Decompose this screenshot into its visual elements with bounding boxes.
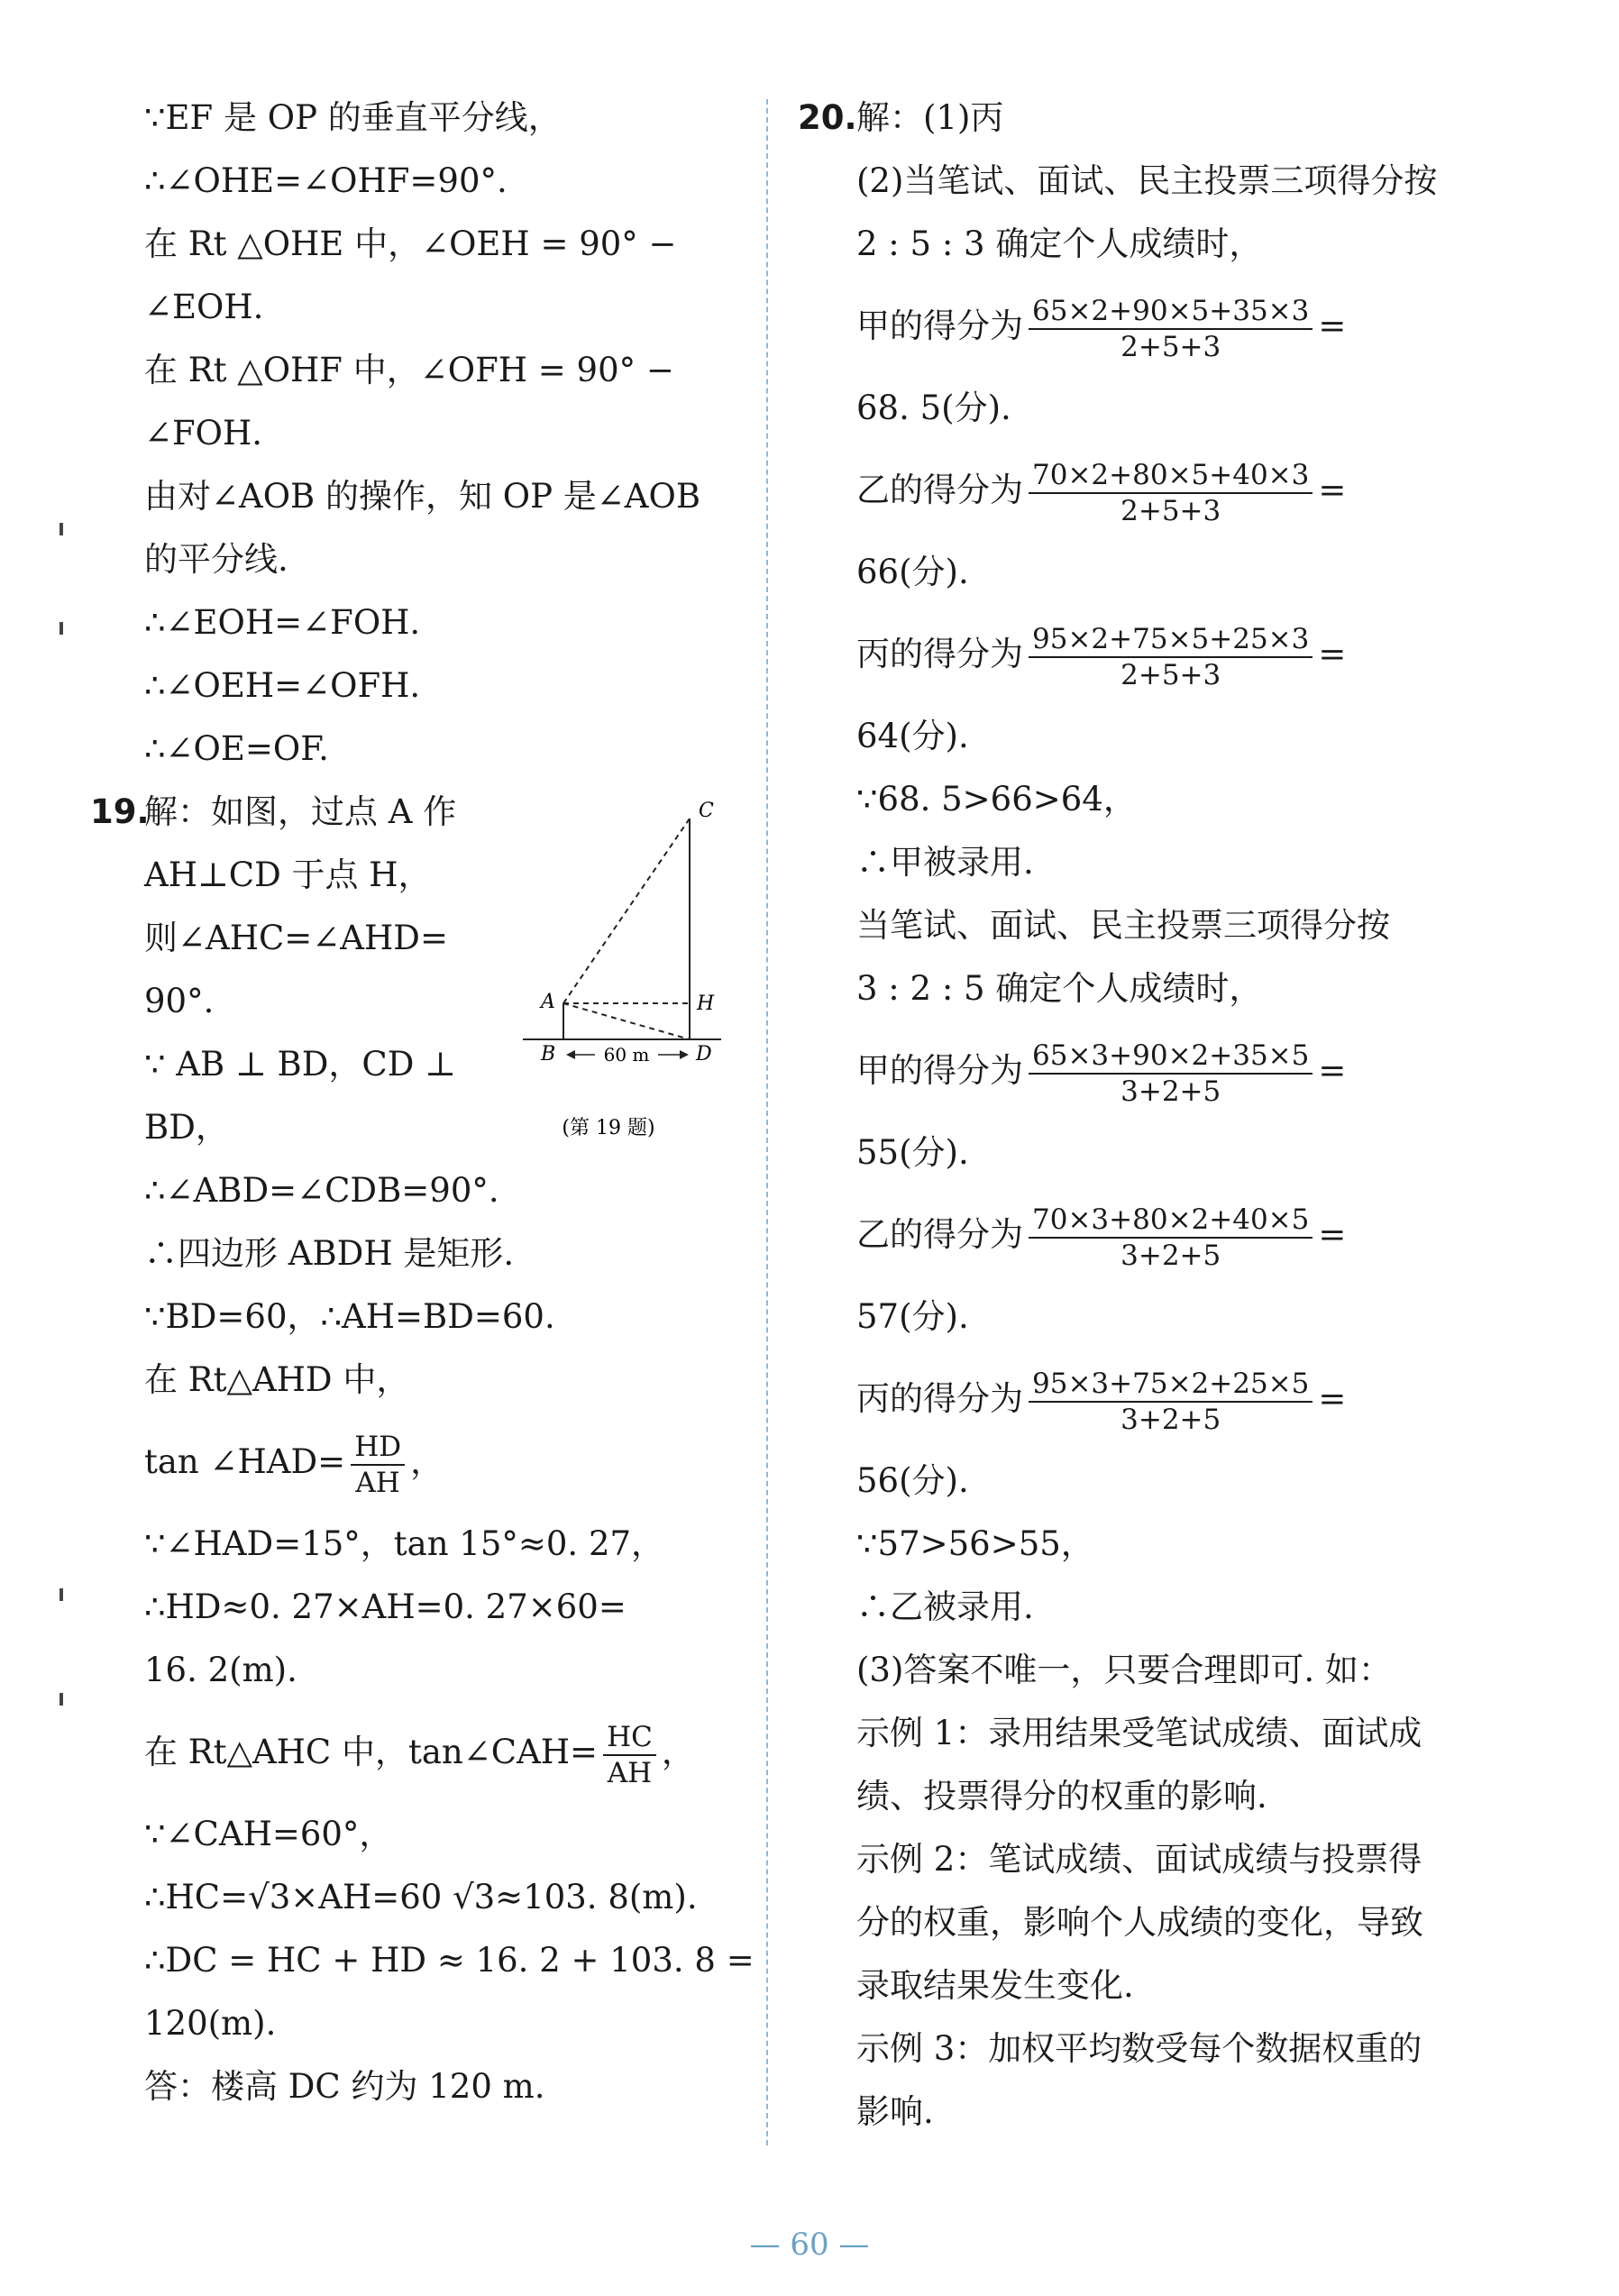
score-formula	[856, 276, 1451, 377]
scan-mark	[59, 1588, 63, 1601]
fraction-numerator: 65×3+90×2+35×5	[1029, 1038, 1313, 1075]
text-line: 分的权重，影响个人成绩的变化，导致	[856, 1903, 1423, 1942]
fraction-numerator: 65×2+90×5+35×3	[1029, 294, 1313, 330]
fraction-denominator: 3+2+5	[1120, 1403, 1221, 1436]
score-result: 68. 5(分).	[856, 389, 1011, 427]
fraction	[1029, 622, 1313, 692]
scan-mark	[59, 1693, 63, 1706]
text-line: 影响.	[856, 2092, 934, 2131]
fraction-denominator: 3+2+5	[1120, 1075, 1221, 1108]
score-result: 64(分).	[856, 717, 969, 755]
text-line: 示例 1：录用结果受笔试成绩、面试成	[856, 1714, 1422, 1752]
text-line: ∵∠CAH=60°，	[144, 1815, 393, 1853]
fraction-denominator: 2+5+3	[1120, 330, 1221, 363]
fraction-denominator: 2+5+3	[1120, 494, 1221, 527]
score-result: 56(分).	[856, 1461, 969, 1500]
score-result: 57(分).	[856, 1297, 969, 1336]
score-label: 甲的得分为	[856, 1051, 1023, 1090]
fraction-denominator: AH	[355, 1466, 400, 1499]
right-column	[798, 87, 1451, 2144]
text-line: ∴四边形 ABDH 是矩形.	[144, 1234, 515, 1273]
segment-AD	[563, 1003, 690, 1039]
text-line: 3 : 2 : 5 确定个人成绩时，	[856, 969, 1263, 1008]
formula-line	[144, 1702, 757, 1803]
label-A: A	[541, 991, 555, 1013]
segment-AC	[563, 819, 690, 1003]
text-line: ∴∠OE=OF.	[144, 729, 329, 768]
text-line: (2)当笔试、面试、民主投票三项得分按	[856, 161, 1438, 200]
score-formula	[856, 440, 1451, 541]
fraction-denominator: 2+5+3	[1120, 658, 1221, 691]
label-D: D	[696, 1043, 712, 1066]
text-line: ∴∠OHE=∠OHF=90°.	[144, 161, 508, 200]
arrowhead-left-icon	[566, 1050, 575, 1059]
text-line: ∵∠HAD=15°，tan 15°≈0. 27，	[144, 1524, 665, 1563]
score-result: 55(分).	[856, 1133, 969, 1172]
formula-text: 在 Rt△AHC 中，tan∠CAH=	[144, 1733, 599, 1771]
text-line: 由对∠AOB 的操作，知 OP 是∠AOB	[144, 477, 701, 516]
fraction-numerator: 95×3+75×2+25×5	[1029, 1367, 1313, 1403]
score-label: 乙的得分为	[856, 471, 1023, 509]
fraction	[1029, 458, 1313, 528]
score-formula	[856, 604, 1451, 705]
text-line: 则∠AHC=∠AHD=	[144, 919, 448, 957]
text-line: 当笔试、面试、民主投票三项得分按	[856, 906, 1390, 945]
fraction-numerator: 70×3+80×2+40×5	[1029, 1203, 1313, 1239]
text-line: 在 Rt △OHE 中，∠OEH = 90° −	[144, 224, 677, 263]
text-line: ∵EF 是 OP 的垂直平分线，	[144, 98, 562, 137]
fraction-numerator: 70×2+80×5+40×3	[1029, 458, 1313, 494]
score-label: 乙的得分为	[856, 1215, 1023, 1254]
fraction	[1029, 1367, 1313, 1437]
text-line: ∠EOH.	[144, 288, 264, 326]
fraction-numerator: HC	[603, 1720, 656, 1756]
fraction	[351, 1430, 405, 1500]
score-result: 66(分).	[856, 553, 969, 591]
scan-mark	[59, 622, 63, 635]
text-line: 录取结果发生变化.	[856, 1966, 1134, 2005]
fraction-numerator: HD	[351, 1430, 405, 1466]
text-line: 120(m).	[144, 2004, 277, 2043]
question-number: 19.	[90, 792, 150, 831]
text-line: 在 Rt△AHD 中，	[144, 1360, 410, 1399]
text-line: ∴甲被录用.	[856, 843, 1034, 882]
text-line: (3)答案不唯一，只要合理即可. 如：	[856, 1651, 1392, 1689]
equals-sign: =	[1318, 306, 1347, 345]
fraction	[1029, 1038, 1313, 1109]
text-line: 绩、投票得分的权重的影响.	[856, 1777, 1267, 1816]
text-line: ∵68. 5>66>64，	[856, 780, 1137, 819]
text-line: BD，	[144, 1108, 229, 1147]
text-line: 示例 3：加权平均数受每个数据权重的	[856, 2029, 1422, 2068]
arrowhead-right-icon	[680, 1050, 689, 1059]
text-line: 的平分线.	[144, 540, 288, 579]
fraction-numerator: 95×2+75×5+25×3	[1029, 622, 1313, 658]
text-line: ∴∠EOH=∠FOH.	[144, 603, 421, 642]
text-line: ∴乙被录用.	[856, 1587, 1034, 1626]
label-C: C	[699, 800, 714, 822]
column-divider	[766, 99, 768, 2145]
equals-sign: =	[1318, 1215, 1347, 1254]
figure-caption: (第 19 题)	[562, 1117, 655, 1139]
formula-text: ，	[661, 1733, 695, 1771]
text-line: ∴∠ABD=∠CDB=90°.	[144, 1171, 499, 1210]
text-line: ∠FOH.	[144, 414, 263, 453]
text-line: ∴HD≈0. 27×AH=0. 27×60=	[144, 1587, 627, 1626]
fraction-denominator: 3+2+5	[1120, 1239, 1221, 1272]
fraction	[1029, 1203, 1313, 1273]
distance-label: 60 m	[603, 1044, 650, 1066]
text-line: 2 : 5 : 3 确定个人成绩时，	[856, 224, 1263, 263]
text-line: ∵57>56>55，	[856, 1524, 1094, 1563]
score-label: 丙的得分为	[856, 1379, 1023, 1418]
page-number: — 60 —	[749, 2227, 870, 2263]
fraction	[1029, 294, 1313, 364]
scan-mark	[59, 523, 63, 535]
text-line: 解：(1)丙	[856, 98, 1004, 137]
text-line: 答：楼高 DC 约为 120 m.	[144, 2067, 545, 2106]
score-formula	[856, 1020, 1451, 1121]
text-line: ∵ AB ⊥ BD，CD ⊥	[144, 1045, 456, 1084]
text-line: ∵BD=60，∴AH=BD=60.	[144, 1297, 555, 1336]
score-formula	[856, 1349, 1451, 1450]
equals-sign: =	[1318, 1051, 1347, 1090]
fraction	[603, 1720, 656, 1790]
score-formula	[856, 1185, 1451, 1285]
text-line: ∴∠OEH=∠OFH.	[144, 666, 421, 705]
fraction-denominator: AH	[607, 1756, 653, 1789]
text-line: 示例 2：笔试成绩、面试成绩与投票得	[856, 1840, 1422, 1879]
score-label: 丙的得分为	[856, 635, 1023, 673]
text-line: 90°.	[144, 982, 215, 1020]
question-number: 20.	[798, 98, 857, 137]
text-line: 16. 2(m).	[144, 1651, 297, 1689]
text-line: 在 Rt △OHF 中，∠OFH = 90° −	[144, 351, 674, 389]
score-label: 甲的得分为	[856, 306, 1023, 345]
equals-sign: =	[1318, 1379, 1347, 1418]
text-line: 解：如图，过点 A 作	[144, 792, 457, 831]
equals-sign: =	[1318, 635, 1347, 673]
label-B: B	[541, 1043, 556, 1066]
formula-text: ，	[410, 1442, 444, 1481]
text-line: ∴DC = HC + HD ≈ 16. 2 + 103. 8 =	[144, 1941, 755, 1980]
formula-line	[144, 1412, 757, 1513]
question-19-figure	[514, 791, 748, 1152]
equals-sign: =	[1318, 471, 1347, 509]
text-line: ∴HC=√3×AH=60 √3≈103. 8(m).	[144, 1878, 698, 1916]
text-line: AH⊥CD 于点 H，	[144, 855, 432, 894]
formula-text: tan ∠HAD=	[144, 1442, 346, 1481]
label-H: H	[697, 992, 715, 1015]
